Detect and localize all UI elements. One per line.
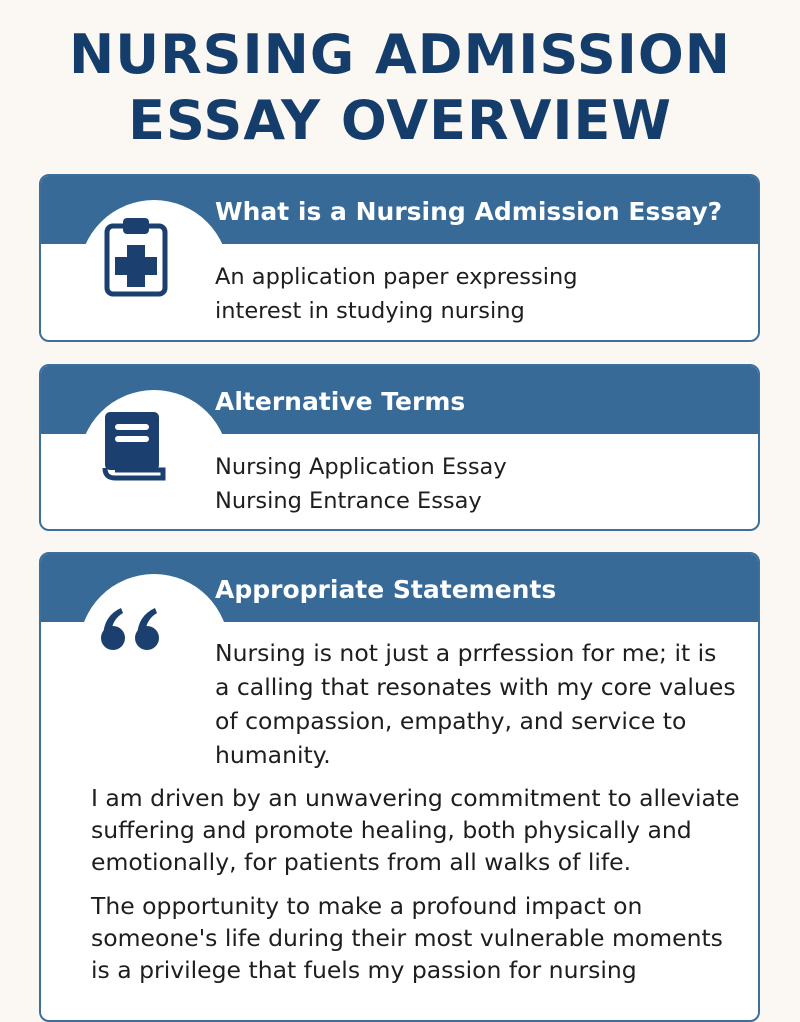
- book-icon: [101, 410, 171, 482]
- alternative-terms-card-heading: Alternative Terms: [215, 387, 466, 416]
- statement-paragraph: [91, 890, 738, 986]
- alternative-terms-card-body: [215, 450, 738, 518]
- statements-card-heading: Appropriate Statements: [215, 575, 557, 604]
- statement-line: I am driven by an unwavering commitment to alleviate: [91, 784, 740, 812]
- definition-card-heading: What is a Nursing Admission Essay?: [215, 197, 723, 226]
- alternative-terms-card: [39, 364, 760, 531]
- statement-paragraph: [91, 782, 738, 878]
- definition-card-body: [215, 260, 738, 328]
- quote-icon: [99, 604, 165, 654]
- page-title: [0, 22, 800, 154]
- statement-line: is a privilege that fuels my passion for nursing: [91, 956, 637, 984]
- page-title-line-1: NURSING ADMISSION: [69, 23, 731, 86]
- clipboard-medical-icon: [101, 216, 171, 298]
- definition-card: [39, 174, 760, 342]
- statement-quote: [215, 636, 738, 772]
- statement-line: someone's life during their most vulnerable moments: [91, 924, 723, 952]
- page-title-line-2: ESSAY OVERVIEW: [128, 89, 672, 152]
- statement-line: suffering and promote healing, both physically and: [91, 816, 692, 844]
- statement-line: emotionally, for patients from all walks of life.: [91, 848, 632, 876]
- statement-line: a calling that resonates with my core values: [215, 673, 736, 701]
- definition-line: An application paper expressing: [215, 264, 578, 290]
- statement-line: Nursing is not just a prrfession for me; it is: [215, 639, 717, 667]
- alternative-term: Nursing Application Essay: [215, 454, 507, 480]
- statements-card: [39, 552, 760, 1022]
- definition-line: interest in studying nursing: [215, 298, 525, 324]
- statement-line: The opportunity to make a profound impact on: [91, 892, 643, 920]
- alternative-term: Nursing Entrance Essay: [215, 488, 482, 514]
- statement-line: of compassion, empathy, and service to: [215, 707, 687, 735]
- statement-line: humanity.: [215, 741, 331, 769]
